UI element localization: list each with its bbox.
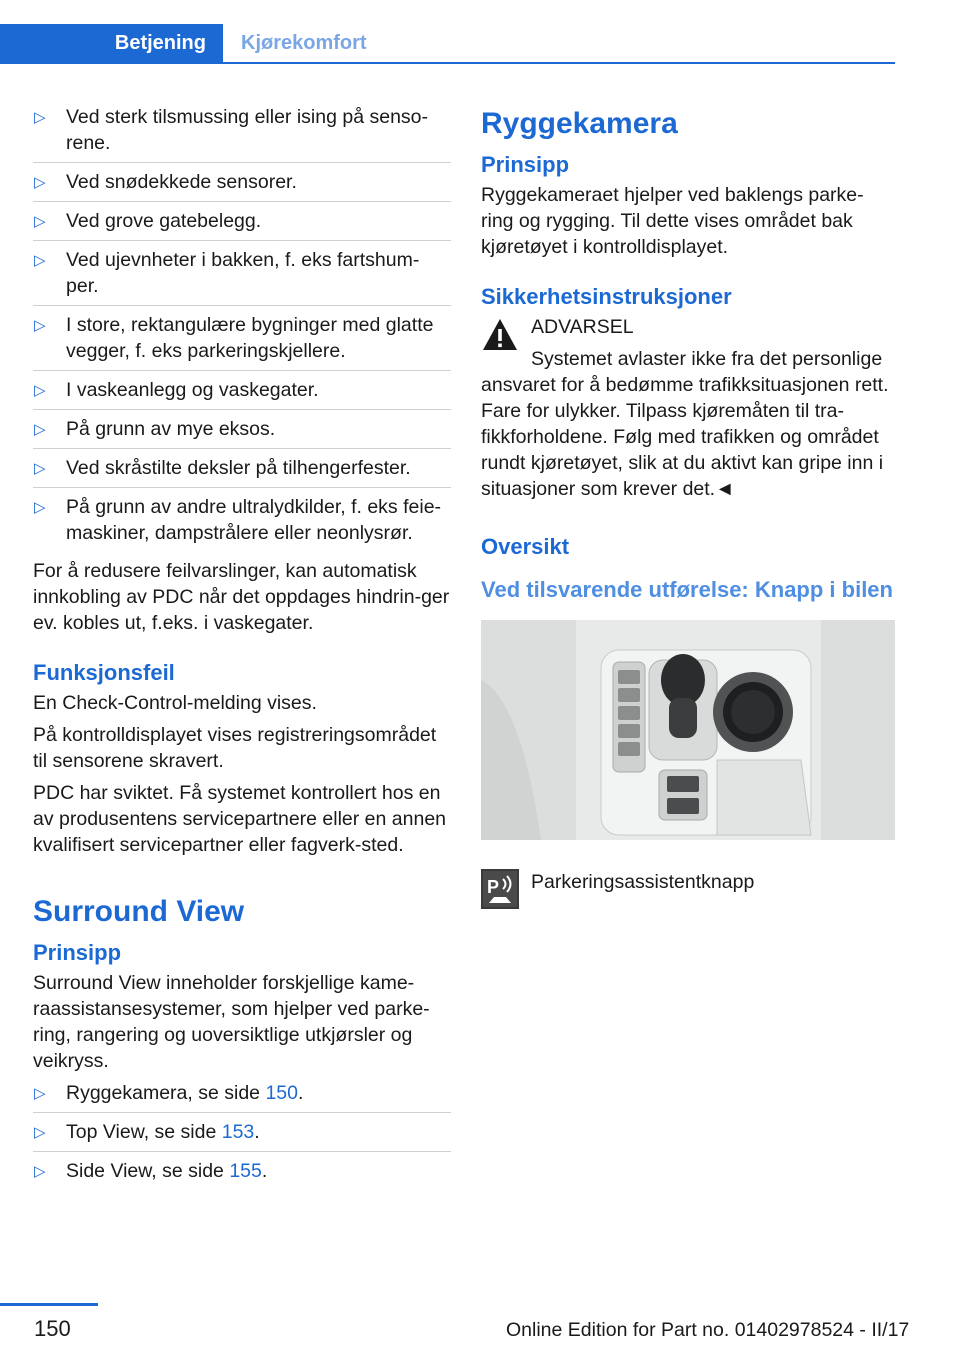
prinsipp-heading: Prinsipp <box>481 152 570 177</box>
list-item: ▷ Top View, se side 153. <box>33 1119 451 1152</box>
oversikt-heading: Oversikt <box>481 534 570 559</box>
center-console-image <box>481 620 895 840</box>
sikkerhet-heading: Sikkerhetsinstruksjoner <box>481 284 732 309</box>
limitations-list <box>33 104 451 552</box>
parking-button-row <box>481 869 895 913</box>
page-link[interactable]: 155 <box>229 1160 262 1182</box>
list-item: ▷ Ved grove gatebelegg. <box>33 208 451 241</box>
triangle-right-icon: ▷ <box>34 252 46 269</box>
funksjonsfeil-text-2: På kontrolldisplayet vises registreringsområdet til sensorene skravert. <box>33 724 437 772</box>
triangle-right-icon: ▷ <box>34 421 46 438</box>
reduce-paragraph: For å redusere feilvarslinger, kan automatisk innkobling av PDC når det oppdages hindrin-ger ev. kobles ut, f.eks. i vaskegater. <box>33 560 450 634</box>
right-column <box>481 104 895 913</box>
list-item: ▷ Ved sterk tilsmussing eller ising på senso-rene. <box>33 104 451 163</box>
surround-view-title: Surround View <box>33 895 245 928</box>
prinsipp-heading: Prinsipp <box>33 940 122 965</box>
list-item: ▷ På grunn av andre ultralydkilder, f. eks feie-maskiner, dampstrålere eller neonlysrør. <box>34 496 442 544</box>
warning-label: ADVARSEL <box>531 316 634 338</box>
triangle-right-icon: ▷ <box>34 382 46 399</box>
triangle-right-icon: ▷ <box>34 1085 46 1102</box>
tab-betjening[interactable]: Betjening <box>0 24 223 62</box>
warning-text: Systemet avlaster ikke fra det personlige ansvaret for å bedømme trafikksituasjonen rett. Fare for ulykker. Tilpass kjøremåten til tra-fikkforholdene. Følg med trafikken og området rundt kjøretøyet, slik at du aktivt kan gripe inn i situasjoner som krever det.◄ <box>481 348 889 500</box>
funksjonsfeil-text-3: PDC har sviktet. Få systemet kontrollert hos en av produsentens servicepartnere eller en annen kvalifisert servicepartner eller fagverk-sted. <box>33 782 447 856</box>
list-item: ▷ Ved skråstilte deksler på tilhengerfester. <box>33 455 451 488</box>
list-item: ▷ I store, rektangulære bygninger med glatte vegger, f. eks parkeringskjellere. <box>33 312 451 371</box>
warning-triangle-icon <box>481 316 519 354</box>
parking-assist-icon <box>481 869 519 909</box>
left-column <box>33 104 451 1196</box>
triangle-right-icon: ▷ <box>34 213 46 230</box>
page-number: 150 <box>34 1316 71 1341</box>
page-link[interactable]: 153 <box>221 1121 255 1143</box>
triangle-right-icon: ▷ <box>34 1163 46 1180</box>
triangle-right-icon: ▷ <box>34 1124 46 1141</box>
list-item: ▷ I vaskeanlegg og vaskegater. <box>33 377 451 410</box>
funksjonsfeil-heading: Funksjonsfeil <box>33 660 175 685</box>
svg-text:P: P <box>487 877 500 897</box>
triangle-right-icon: ▷ <box>34 174 46 191</box>
triangle-right-icon: ▷ <box>34 109 46 126</box>
funksjonsfeil-text-1: En Check-Control-melding vises. <box>33 692 317 714</box>
triangle-right-icon: ▷ <box>34 499 46 516</box>
list-item: ▷ Ved snødekkede sensorer. <box>33 169 451 202</box>
list-item: ▷ På grunn av mye eksos. <box>33 416 451 449</box>
footer-rule <box>0 1303 98 1306</box>
ryggekamera-title: Ryggekamera <box>481 107 678 140</box>
parking-button-label: Parkeringsassistentknapp <box>531 871 755 893</box>
prinsipp-text: Surround View inneholder forskjellige kame-raassistansesystemer, som hjelper ved parke-ring, rangering og uoversiktlige utkjørsler og veikryss. <box>33 972 430 1072</box>
prinsipp-text: Ryggekameraet hjelper ved baklengs parke-ring og rygging. Til dette vises området bak kjøretøyet i kontrolldisplayet. <box>481 184 864 258</box>
list-item: ▷ Side View, se side 155. <box>33 1158 451 1190</box>
edition-text: Online Edition for Part no. 01402978524 - II/17 <box>506 1319 910 1341</box>
header-tabbar <box>0 24 895 64</box>
list-item: ▷ Ved ujevnheter i bakken, f. eks fartshum-per. <box>33 247 451 306</box>
page-link[interactable]: 150 <box>265 1082 298 1104</box>
triangle-right-icon: ▷ <box>34 460 46 477</box>
tab-kjorekomfort[interactable]: Kjørekomfort <box>241 32 367 54</box>
warning-block <box>481 314 895 374</box>
triangle-right-icon: ▷ <box>34 317 46 334</box>
variant-heading: Ved tilsvarende utførelse: Knapp i bilen <box>481 577 893 602</box>
list-item: ▷ Ryggekamera, se side 150. <box>33 1080 451 1113</box>
reference-list <box>33 1080 451 1190</box>
